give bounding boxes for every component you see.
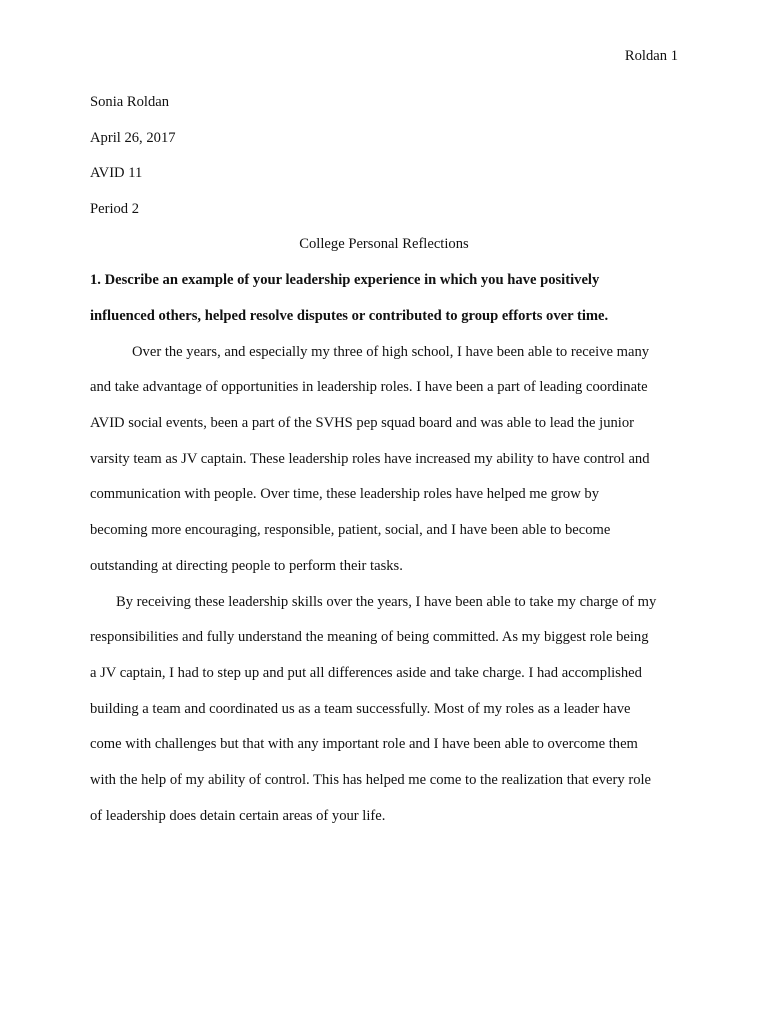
paragraph-line: By receiving these leadership skills over the years, I have been able to take my charge of my [116,594,657,610]
question-line: 1. Describe an example of your leadership experience in which you have positively [90,272,600,288]
paragraph-line: outstanding at directing people to perform their tasks. [90,558,403,574]
paragraph-line: communication with people. Over time, these leadership roles have helped me grow by [90,486,600,502]
paragraph-line: and take advantage of opportunities in leadership roles. I have been a part of leading coordinate [90,379,648,395]
question-line: influenced others, helped resolve disputes or contributed to group efforts over time. [90,308,609,324]
paragraph-line: with the help of my ability of control. This has helped me come to the realization that every role [90,772,652,788]
author-name: Sonia Roldan [90,94,170,110]
document-date: April 26, 2017 [90,130,176,146]
paragraph-line: come with challenges but that with any important role and I have been able to overcome them [90,736,638,752]
class-period: Period 2 [90,201,140,217]
paragraph-line: becoming more encouraging, responsible, patient, social, and I have been able to become [90,522,611,538]
running-header: Roldan 1 [624,48,678,64]
class-name: AVID 11 [90,165,143,181]
document-title: College Personal Reflections [299,236,469,252]
paragraph-line: varsity team as JV captain. These leadership roles have increased my ability to have control and [90,451,650,467]
paragraph-line: of leadership does detain certain areas of your life. [90,808,386,824]
paragraph-line: AVID social events, been a part of the SVHS pep squad board and was able to lead the junior [90,415,635,431]
paragraph-line: building a team and coordinated us as a team successfully. Most of my roles as a leader have [90,701,631,717]
paragraph-line: Over the years, and especially my three of high school, I have been able to receive many [132,344,650,360]
paragraph-line: a JV captain, I had to step up and put all differences aside and take charge. I had accomplished [90,665,642,681]
paragraph-line: responsibilities and fully understand the meaning of being committed. As my biggest role being [90,629,649,645]
